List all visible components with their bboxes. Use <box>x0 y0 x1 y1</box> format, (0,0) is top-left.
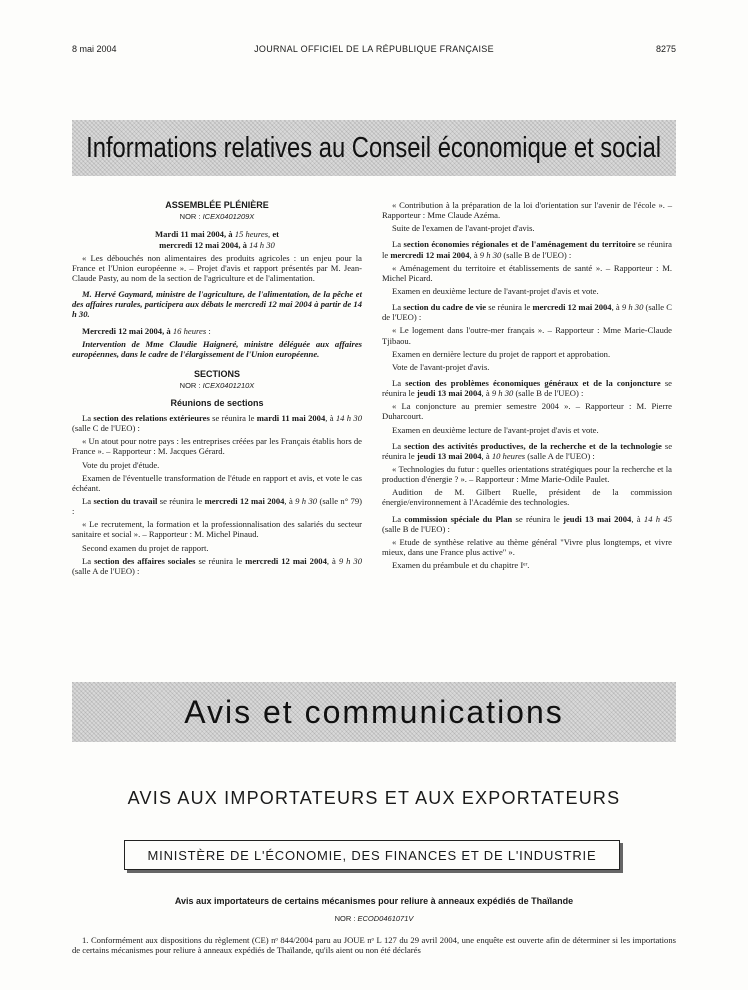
banner-title: Informations relatives au Conseil économique et social <box>86 131 662 164</box>
section-paragraph: « Etude de synthèse relative au thème général "Vivre plus longtemps, et vivre mieux, dans une France plus active" ». <box>382 536 672 557</box>
section-paragraph: Audition de M. Gilbert Ruelle, président de la commission énergie/environnement à l'Académie des technologies. <box>382 487 672 508</box>
right-column <box>382 200 672 573</box>
section-paragraph: Examen de l'éventuelle transformation de l'étude en rapport et avis, et vote le cas échéant. <box>72 472 362 493</box>
section-entry: La section économies régionales et de l'aménagement du territoire se réunira le mercredi 12 mai 2004, à 9 h 30 (salle B de l'UEO) : <box>382 239 672 260</box>
section-banner-avis <box>72 682 676 742</box>
section-paragraph: Vote du projet d'étude. <box>82 459 160 470</box>
section-paragraph: « La conjoncture au premier semestre 2004 ». – Rapporteur : M. Pierre Duharcourt. <box>382 401 672 422</box>
section-paragraph: Suite de l'examen de l'avant-projet d'avis. <box>392 223 535 234</box>
section-paragraph: « Le logement dans l'outre-mer français ». – Rapporteur : Mme Marie-Claude Tjibaou. <box>382 325 672 346</box>
avis-paragraph: 1. Conformément aux dispositions du règlement (CE) nᵒ 844/2004 paru au JOUE nᵒ L 127 du 29 avril 2004, une enquête est ouverte afin de déterminer si les importations de certains mécanismes pour reliure à anneaux expédiés de Thaïlande, qu'ils aient ou non été déclarés <box>72 935 676 956</box>
section-entry: La section du cadre de vie se réunira le mercredi 12 mai 2004, à 9 h 30 (salle C de l'UEO) : <box>382 302 672 323</box>
section-paragraph: « Contribution à la préparation de la loi d'orientation sur l'avenir de l'école ». – Rapporteur : Mme Claude Azéma. <box>382 200 672 221</box>
section-paragraph: « Aménagement du territoire et établissements de santé ». – Rapporteur : M. Michel Picard. <box>382 262 672 283</box>
assemblee-title: ASSEMBLÉE PLÉNIÈRE <box>165 200 269 210</box>
ministry-box: MINISTÈRE DE L'ÉCONOMIE, DES FINANCES ET DE L'INDUSTRIE <box>124 840 620 870</box>
section-paragraph: Examen en deuxième lecture de l'avant-projet d'avis et vote. <box>392 424 599 435</box>
section-paragraph: Vote de l'avant-projet d'avis. <box>392 361 490 372</box>
assemblee-schedule: Mardi 11 mai 2004, à 15 heures, et mercredi 12 mai 2004, à 14 h 30 <box>154 229 280 250</box>
header-date: 8 mai 2004 <box>72 44 117 54</box>
assemblee-intervention: Intervention de Mme Claudie Haigneré, ministre déléguée aux affaires européennes, dans le cadre de l'élargissement de l'Union européenne. <box>72 338 362 359</box>
section-banner-ces <box>72 120 676 176</box>
sections-title: SECTIONS <box>193 369 240 379</box>
banner-title: Avis et communications <box>184 693 564 730</box>
sections-nor: NOR : ICEX0401210X <box>179 380 255 390</box>
section-paragraph: « Le recrutement, la formation et la professionnalisation des salariés du secteur sanitaire et social ». – Rapporteur : M. Michel Pinaud. <box>72 519 362 540</box>
section-paragraph: « Technologies du futur : quelles orientations stratégiques pour la recherche et la production d'énergie ? ». – Rapporteur : Mme Marie-Odile Paulet. <box>382 463 672 485</box>
sections-subtitle: Réunions de sections <box>170 398 264 409</box>
header-page-number: 8275 <box>655 44 676 54</box>
assemblee-schedule-2: Mercredi 12 mai 2004, à 16 heures : <box>82 325 211 336</box>
section-paragraph: « Un atout pour notre pays : les entreprises créées par les Français établis hors de France ». – Rapporteur : M. Jacques Gérard. <box>72 436 362 457</box>
avis-title: AVIS AUX IMPORTATEURS ET AUX EXPORTATEURS <box>127 788 621 808</box>
assemblee-nor: NOR : ICEX0401209X <box>179 211 255 221</box>
section-entry: La section des problèmes économiques généraux et de la conjoncture se réunira le jeudi 13 mai 2004, à 9 h 30 (salle B de l'UEO) : <box>382 377 672 399</box>
section-paragraph: Examen du préambule et du chapitre Iᵉʳ. <box>392 560 530 571</box>
section-paragraph: Examen en dernière lecture du projet de rapport et approbation. <box>392 348 611 359</box>
assemblee-paragraph: « Les débouchés non alimentaires des produits agricoles : un enjeu pour la France et l'Union européenne ». – Projet d'avis et rapport présentés par M. Jean-Claude Pasty, au nom de la section de l'agriculture et de l'alimentation. <box>72 252 362 284</box>
section-entry: La section des relations extérieures se réunira le mardi 11 mai 2004, à 14 h 30 (salle C de l'UEO) : <box>72 413 362 434</box>
section-entry: La section du travail se réunira le mercredi 12 mai 2004, à 9 h 30 (salle n° 79) : <box>72 496 362 517</box>
avis-subtitle: Avis aux importateurs de certains mécanismes pour reliure à anneaux expédiés de Thaïlande <box>174 896 574 906</box>
section-entry: La section des activités productives, de la recherche et de la technologie se réunira le jeudi 13 mai 2004, à 10 heures (salle A de l'UEO) : <box>382 440 673 461</box>
header-journal: JOURNAL OFFICIEL DE LA RÉPUBLIQUE FRANÇAISE <box>254 44 494 54</box>
assemblee-minister-note: M. Hervé Gaymard, ministre de l'agriculture, de l'alimentation, de la pêche et des affaires rurales, participera aux débats le mercredi 12 mai 2004 à partir de 14 h 30. <box>72 289 362 320</box>
left-column <box>72 200 362 579</box>
page-header <box>72 44 676 58</box>
section-entry: La section des affaires sociales se réunira le mercredi 12 mai 2004, à 9 h 30 (salle A de l'UEO) : <box>72 555 362 576</box>
section-paragraph: Second examen du projet de rapport. <box>82 542 209 553</box>
section-entry: La commission spéciale du Plan se réunira le jeudi 13 mai 2004, à 14 h 45 (salle B de l'UEO) : <box>382 513 673 534</box>
section-paragraph: Examen en deuxième lecture de l'avant-projet d'avis et vote. <box>392 285 599 296</box>
avis-nor: NOR : ECOD0461071V <box>334 914 414 923</box>
